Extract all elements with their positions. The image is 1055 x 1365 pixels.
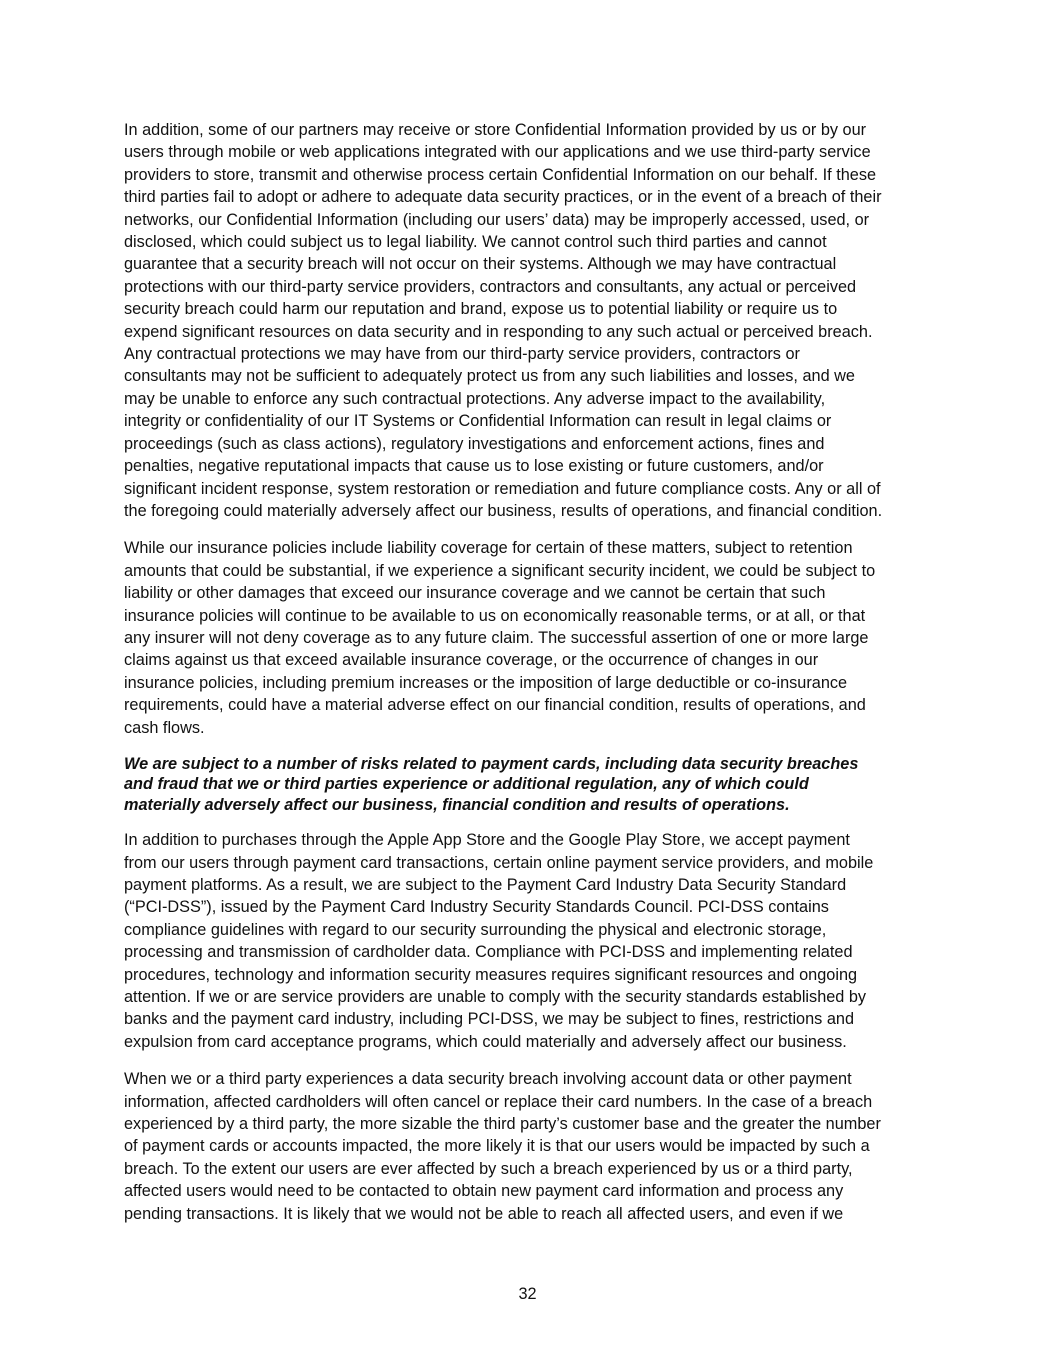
document-body (124, 119, 932, 1240)
paragraph-cardholder-breach: When we or a third party experiences a data security breach involving account data or other payment information, affected cardholders will often cancel or replace their card numbers. In the case of a breach experienced by a third party, the more sizable the third party’s customer base and the greater the number of payment cards or accounts impacted, the more likely it is that our users would be impacted by such a breach. To the extent our users are ever affected by such a breach experienced by us or a third party, affected users would need to be contacted to obtain new payment card information and process any pending transactions. It is likely that we would not be able to reach all affected users, and even if we (124, 1070, 881, 1223)
paragraph-third-party-breach: In addition, some of our partners may receive or store Confidential Information provided by us or by our users through mobile or web applications integrated with our applications and we use third-party service providers to store, transmit and otherwise process certain Confidential Information on our behalf. If these third parties fail to adopt or adhere to adequate data security practices, or in the event of a breach of their networks, our Confidential Information (including our users’ data) may be improperly accessed, used, or disclosed, which could subject us to legal liability. We cannot control such third parties and cannot guarantee that a security breach will not occur on their systems. Although we may have contractual protections with our third-party service providers, contractors and consultants, any actual or perceived security breach could harm our reputation and brand, expose us to potential liability or require us to expend significant resources on data security and in responding to any such actual or perceived breach. Any contractual protections we may have from our third-party service providers, contractors or consultants may not be sufficient to adequately protect us from any such liabilities and losses, and we may be unable to enforce any such contractual protections. Any adverse impact to the availability, integrity or confidentiality of our IT Systems or Confidential Information can result in legal claims or proceedings (such as class actions), regulatory investigations and enforcement actions, fines and penalties, negative reputational impacts that cause us to lose existing or future customers, and/or significant incident response, system restoration or remediation and future compliance costs. Any or all of the foregoing could materially adversely affect our business, results of operations, and financial condition. (124, 121, 883, 520)
paragraph-insurance: While our insurance policies include liability coverage for certain of these matters, subject to retention amounts that could be substantial, if we experience a significant security incident, we could be subject to liability or other damages that exceed our insurance coverage and we cannot be certain that such insurance policies will continue to be available to us on economically reasonable terms, or at all, or that any insurer will not deny coverage as to any future claim. The successful assertion of one or more large claims against us that exceed available insurance coverage, or the occurrence of changes in our insurance policies, including premium increases or the imposition of large deductible or co-insurance requirements, could have a material adverse effect on our financial condition, results of operations, and cash flows. (124, 539, 876, 737)
paragraph-pci-dss: In addition to purchases through the Apple App Store and the Google Play Store, we accept payment from our users through payment card transactions, certain online payment service providers, and mobile payment platforms. As a result, we are subject to the Payment Card Industry Data Security Standard (“PCI-DSS”), issued by the Payment Card Industry Security Standards Council. PCI-DSS contains compliance guidelines with regard to our security surrounding the physical and electronic storage, processing and transmission of cardholder data. Compliance with PCI-DSS and implementing related procedures, technology and information security measures requires significant resources and ongoing attention. If we or are service providers are unable to comply with the security standards established by banks and the payment card industry, including PCI-DSS, we may be subject to fines, restrictions and expulsion from card acceptance programs, which could materially and adversely affect our business. (124, 831, 874, 1051)
section-heading-payment-cards: We are subject to a number of risks related to payment cards, including data security breaches and fraud that we or third parties experience or additional regulation, any of which could materially adversely affect our business, financial condition and results of operations. (124, 754, 859, 814)
page-number: 32 (518, 1285, 537, 1303)
